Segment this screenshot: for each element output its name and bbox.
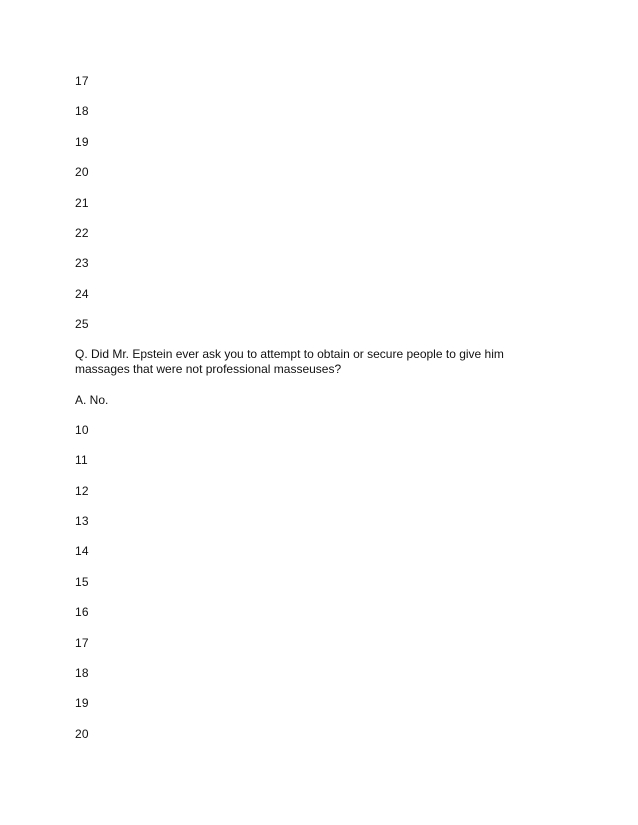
line-number: 16: [75, 605, 89, 620]
transcript-question: Q. Did Mr. Epstein ever ask you to attempt to obtain or secure people to give him massages that were not professional masseuses?: [75, 346, 504, 377]
line-number: 18: [75, 666, 89, 681]
line-number: 19: [75, 696, 89, 711]
line-number: 23: [75, 256, 89, 271]
line-number: 19: [75, 134, 89, 149]
line-number: 18: [75, 104, 89, 119]
line-number: 13: [75, 514, 89, 529]
line-number: 20: [75, 726, 89, 741]
transcript-body: [75, 74, 575, 757]
line-number: 24: [75, 286, 89, 301]
line-number: 17: [75, 74, 89, 88]
line-number: 12: [75, 483, 89, 498]
line-number: 25: [75, 317, 89, 332]
line-number: 11: [75, 453, 88, 468]
line-number: 20: [75, 165, 89, 180]
line-number: 10: [75, 422, 89, 437]
transcript-answer: A. No.: [75, 392, 109, 407]
line-number: 17: [75, 635, 89, 650]
line-number: 22: [75, 225, 89, 240]
line-number: 15: [75, 574, 89, 589]
line-number: 14: [75, 544, 89, 559]
line-number: 21: [75, 195, 89, 210]
